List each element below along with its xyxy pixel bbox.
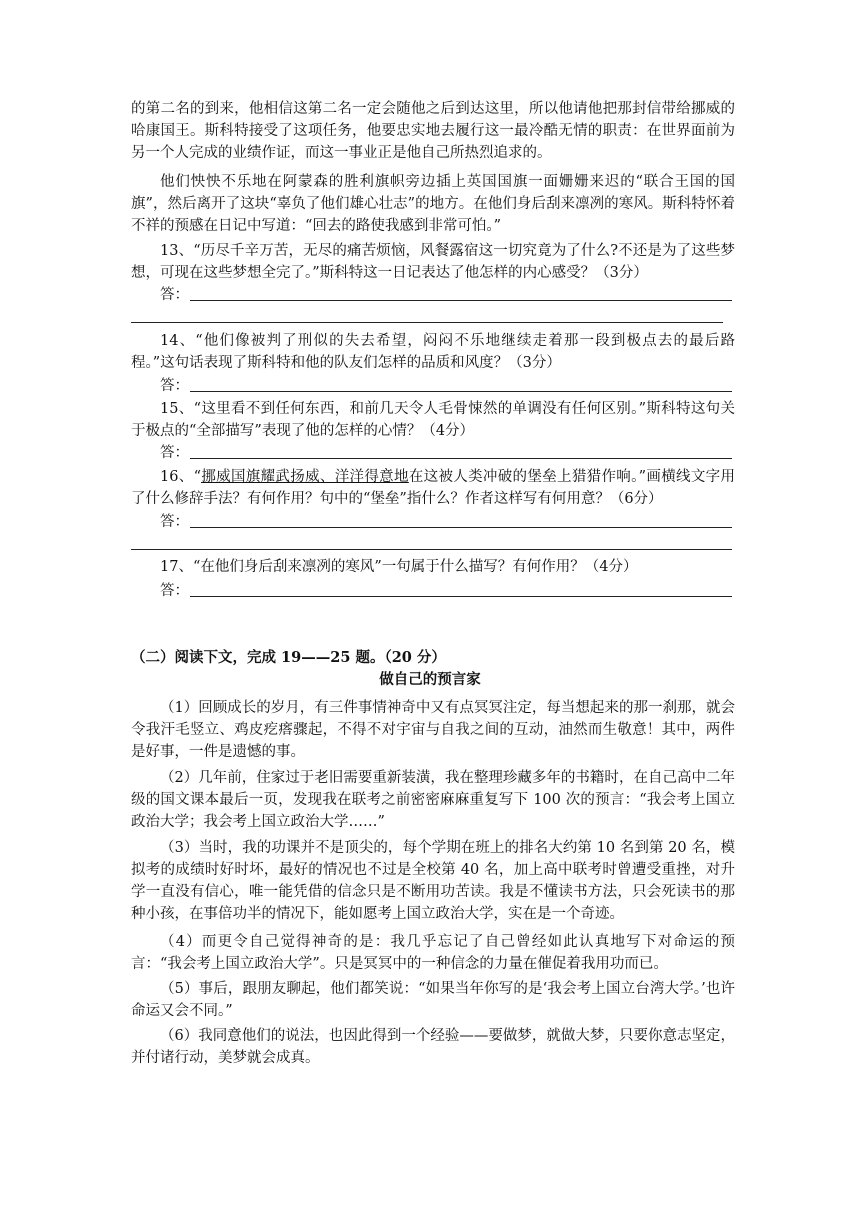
question-16 <box>131 466 735 510</box>
article-paragraph: （5）事后，跟朋友聊起，他们都笑说：“如果当年你写的是‘我会考上国立台湾大学。’也许命运又会不同。” <box>131 981 735 1019</box>
question-16-rest: 在这被人类冲破的堡垒上猎猎作响。”画横线文字用了什么修辞手法？有何作用？句中的“堡垒”指什么？作者这样写有何用意？（6分） <box>131 469 735 507</box>
question-13: 13、“历尽千辛万苦，无尽的痛苦烦恼，风餐露宿这一切究竟为了什么?不还是为了这些梦想，可现在这些梦想全完了。”斯科特这一日记表达了他怎样的内心感受？（3分） <box>131 243 735 281</box>
answer-row-17 <box>160 580 732 602</box>
question-14: 14、“他们像被判了刑似的失去希望，闷闷不乐地继续走着那一段到极点去的最后路程。”这句话表现了斯科特和他的队友们怎样的品质和风度？（3分） <box>131 333 735 371</box>
question-15: 15、“这里看不到任何东西，和前几天令人毛骨悚然的单调没有任何区别。”斯科特这句关于极点的“全部描写”表现了他的怎样的心情？（4分） <box>131 401 735 439</box>
question-16-underlined: 挪威国旗耀武扬威、洋洋得意地 <box>201 469 409 485</box>
answer-row-13 <box>160 284 732 306</box>
answer-line[interactable] <box>131 322 723 323</box>
answer-line[interactable] <box>190 596 732 597</box>
answer-label: 答： <box>160 287 189 303</box>
answer-label: 答： <box>160 583 189 599</box>
answer-label: 答： <box>160 514 189 530</box>
article-paragraph: （6）我同意他们的说法，也因此得到一个经验——要做梦，就做大梦，只要你意志坚定，并付诸行动，美梦就会成真。 <box>131 1028 735 1066</box>
answer-label: 答： <box>160 445 189 461</box>
answer-row-14 <box>160 375 732 397</box>
answer-line[interactable] <box>190 527 732 528</box>
article-paragraph: （4）而更令自己觉得神奇的是：我几乎忘记了自己曾经如此认真地写下对命运的预言：“我会考上国立政治大学”。只是冥冥中的一种信念的力量在催促着我用功而已。 <box>131 934 735 972</box>
answer-line[interactable] <box>190 300 732 301</box>
article-paragraph: （3）当时，我的功课并不是顶尖的，每个学期在班上的排名大约第 10 名到第 20 名，模拟考的成绩时好时坏，最好的情况也不过是全校第 40 名，加上高中联考时曾遭受重挫，对升学一直没有信心，唯一能凭借的信念只是不断用功苦读。我是不懂读书方法，只会死读书的那种小孩，在事倍功半的情况下，能如愿考上国立政治大学，实在是一个奇迹。 <box>131 840 735 922</box>
passage-paragraph: 的第二名的到来，他相信这第二名一定会随他之后到达这里，所以他请他把那封信带给挪威的哈康国王。斯科特接受了这项任务，他要忠实地去履行这一最冷酷无情的职责：在世界面前为另一个人完成的业绩作证，而这一事业正是他自己所热烈追求的。 <box>131 101 735 161</box>
article-title: 做自己的预言家 <box>379 671 481 688</box>
passage-paragraph: 他们怏怏不乐地在阿蒙森的胜利旗帜旁边插上英国国旗一面姗姗来迟的“联合王国的国旗”，然后离开了这块“辜负了他们雄心壮志”的地方。在他们身后刮来凛冽的寒风。斯科特怀着不祥的预感在日记中写道：“回去的路使我感到非常可怕。” <box>131 174 735 234</box>
article-paragraph: （2）几年前，住家过于老旧需要重新装潢，我在整理珍藏多年的书籍时，在自己高中二年级的国文课本最后一页，发现我在联考之前密密麻麻重复写下 100 次的预言：“我会考上国立政治大学；我会考上国立政治大学……” <box>131 770 735 830</box>
answer-label: 答： <box>160 378 189 394</box>
question-16-open: 16、“ <box>160 469 202 485</box>
answer-line[interactable] <box>190 458 732 459</box>
answer-row-16 <box>160 511 732 533</box>
section-heading: （二）阅读下文，完成 19——25 题。（20 分） <box>131 649 446 666</box>
article-paragraph: （1）回顾成长的岁月，有三件事情神奇中又有点冥冥注定，每当想起来的那一刹那，就会令我汗毛竖立、鸡皮疙瘩骤起，不得不对宇宙与自我之间的互动，油然而生敬意！其中，两件是好事，一件是遗憾的事。 <box>131 700 735 760</box>
answer-line[interactable] <box>190 391 732 392</box>
question-17: 17、“在他们身后刮来凛冽的寒风”一句属于什么描写？有何作用？（4分） <box>160 559 638 575</box>
answer-row-15 <box>160 442 732 464</box>
answer-line[interactable] <box>131 549 732 550</box>
